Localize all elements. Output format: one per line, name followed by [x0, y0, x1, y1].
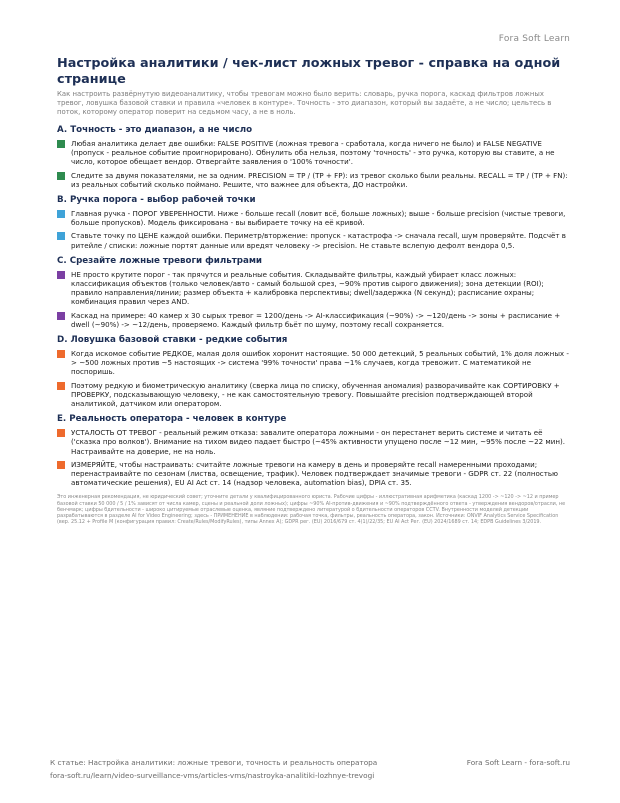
section-heading: B. Ручка порога - выбор рабочей точки	[57, 195, 256, 206]
intro-paragraph: Как настроить развёрнутую видеоаналитику, чтобы тревогам можно было верить: словарь, ручка порога, каскад фильтров ложных тревог, ловушка базовой ставки и правила «человек в контуре». Точность - это диапазон, который вы задаёте, а не число; цельтесь в поток, которому оператор поверит на седьмом часу, а не в ноль.	[57, 90, 552, 116]
section-heading: C. Срезайте ложные тревоги фильтрами	[57, 255, 263, 266]
list-item	[57, 139, 571, 167]
section-d	[57, 335, 571, 408]
blue-bullet-icon	[57, 232, 65, 240]
list-item-text: Когда искомое событие РЕДКОЕ, малая доля ошибок хоронит настоящие. 50 000 детекций, 5 реальных событий, 1% доля ложных -> ~500 ложных против ~5 настоящих -> система '99% точности' права ~1% случаев, когда тревожит. С математикой не поспоришь.	[71, 349, 569, 377]
list-item-text: УСТАЛОСТЬ ОТ ТРЕВОГ - реальный режим отказа: завалите оператора ложными - он перестанет верить системе и читать её ('сказка про волков'). Внимание на тихом видео падает быстро (~45% активности упущено после ~12 мин, ~95% после ~22 мин). Настраивайте на доверие, не на ноль.	[71, 428, 565, 456]
list-item	[57, 349, 571, 377]
orange-bullet-icon	[57, 429, 65, 437]
section-b	[57, 195, 571, 250]
section-a	[57, 125, 571, 189]
list-item	[57, 460, 571, 488]
green-bullet-icon	[57, 140, 65, 148]
orange-bullet-icon	[57, 350, 65, 358]
purple-bullet-icon	[57, 312, 65, 320]
section-e	[57, 414, 571, 487]
orange-bullet-icon	[57, 382, 65, 390]
page-title: Настройка аналитики / чек-лист ложных тревог - справка на одной странице	[57, 56, 561, 87]
orange-bullet-icon	[57, 461, 65, 469]
list-item-text: Главная ручка - ПОРОГ УВЕРЕННОСТИ. Ниже - больше recall (ловит всё, больше ложных); выше - больше precision (чистые тревоги, больше пропусков). Модель фиксирована - вы выбираете точку на её кривой.	[71, 209, 566, 228]
list-item	[57, 209, 571, 227]
section-heading: E. Реальность оператора - человек в контуре	[57, 414, 287, 425]
green-bullet-icon	[57, 172, 65, 180]
list-item-text: Следите за двумя показателями, не за одним. PRECISION = TP / (TP + FP): из тревог сколько были реальны. RECALL = TP / (TP + FN): из реальных событий сколько поймано. Решите, что важнее для объекта, ДО настройки.	[71, 170, 568, 189]
list-item-text: Любая аналитика делает две ошибки: FALSE POSITIVE (ложная тревога - сработала, когда ничего не было) и FALSE NEGATIVE (пропуск - реальное событие проигнорировано). Обнулить оба нельзя, поэтому 'точность' - это ручка, которую вы ставите, а не число, которое обещает вендор. Отвергайте заявления о '100% точности'.	[71, 139, 555, 167]
list-item	[57, 381, 571, 409]
list-item-text: НЕ просто крутите порог - так прячутся и реальные события. Складывайте фильтры, каждый убирает класс ложных: классификация объектов (только человек/авто - самый большой срез, ~90% против сырого движения); зона детекции (ROI); правило направления/линии; размер объекта + калибровка перспективы; dwell/задержка (N секунд); расписание охраны; комбинация правил через AND.	[71, 269, 544, 307]
list-item	[57, 311, 571, 329]
list-item	[57, 231, 571, 249]
list-item-text: Ставьте точку по ЦЕНЕ каждой ошибки. Периметр/вторжение: пропуск - катастрофа -> сначала recall, шум проверяйте. Подсчёт в ритейле / списки: ложные портят данные или вредят человеку -> precision. Не ставьте вслепую дефолт вендора 0,5.	[71, 231, 566, 250]
list-item	[57, 171, 571, 189]
footer-brand: Fora Soft Learn - fora-soft.ru	[466, 758, 570, 767]
blue-bullet-icon	[57, 210, 65, 218]
list-item-text: Каскад на примере: 40 камер x 30 сырых тревог = 1200/день -> AI-классификация (~90%) -> ~120/день -> зоны + расписание + dwell (~90%) -> ~12/день, проверяемо. Каждый фильтр бьёт по шуму, поэтому recall сохраняется.	[71, 310, 561, 329]
list-item-text: Поэтому редкую и биометрическую аналитику (сверка лица по списку, обученная аномалия) разворачивайте как СОРТИРОВКУ + ПРОВЕРКУ, подсказывающую человеку, - не как самостоятельную тревогу. Повышайте precision подтверждающей второй аналитикой, датчиком или оператором.	[71, 380, 560, 409]
article-url[interactable]: fora-soft.ru/learn/video-surveillance-vms/articles-vms/nastroyka-analitiki-lozhnye-trevogi	[50, 771, 375, 780]
list-item-text: ИЗМЕРЯЙТЕ, чтобы настраивать: считайте ложные тревоги на камеру в день и проверяйте recall намеренными проходами; перенастраивайте по сезонам (листва, освещение, трафик). Человек подтверждает значимые тревоги - GDPR ст. 22 (полностью автоматические решения), EU AI Act ст. 14 (надзор человека, automation bias), DPIA ст. 35.	[71, 459, 558, 488]
brand-label: Fora Soft Learn	[498, 34, 570, 44]
section-c	[57, 256, 571, 329]
main-content	[57, 56, 571, 525]
section-heading: A. Точность - это диапазон, а не число	[57, 125, 253, 135]
fine-print-note: Это инженерная рекомендация, не юридический совет; уточните детали у квалифицированного юриста. Рабочие цифры - иллюстративная арифметика (каскад 1200 -> ~120 -> ~12 и пример базовой ставки 50 000 / 5 / 1% зависят от числа камер, сцены и реальной доли ложных); цифры ~90% AI-против-движения и ~90% подтверждённого ответа - утверждения вендоров/отрасли, не бенчмарк; цифры бдительности - широко цитируемые отраслевые оценка, являние подтверждено литературой о бдительности операторов CCTV. Внутренности моделей детекции разрабатываются в разделе AI for Video Engineering; здесь - ПРИМЕНЕНИЕ в наблюдении: рабочая точка, фильтры, реальность оператора, закон. Источники: ONVIF Analytics Service Specification (вер. 25.12 + Profile M (конфигурация правил: Create/Rules/ModifyRules), типы Annex A); GDPR рег. (EU) 2016/679 ст. 4(1)/22/35; EU AI Act Рег. (EU) 2024/1689 ст. 14; EDPB Guidelines 3/2019.	[57, 494, 566, 525]
list-item	[57, 270, 571, 307]
article-link-label[interactable]: К статье: Настройка аналитики: ложные тревоги, точность и реальность оператора	[50, 758, 378, 767]
purple-bullet-icon	[57, 271, 65, 279]
list-item	[57, 428, 571, 456]
section-heading: D. Ловушка базовой ставки - редкие события	[57, 335, 288, 346]
